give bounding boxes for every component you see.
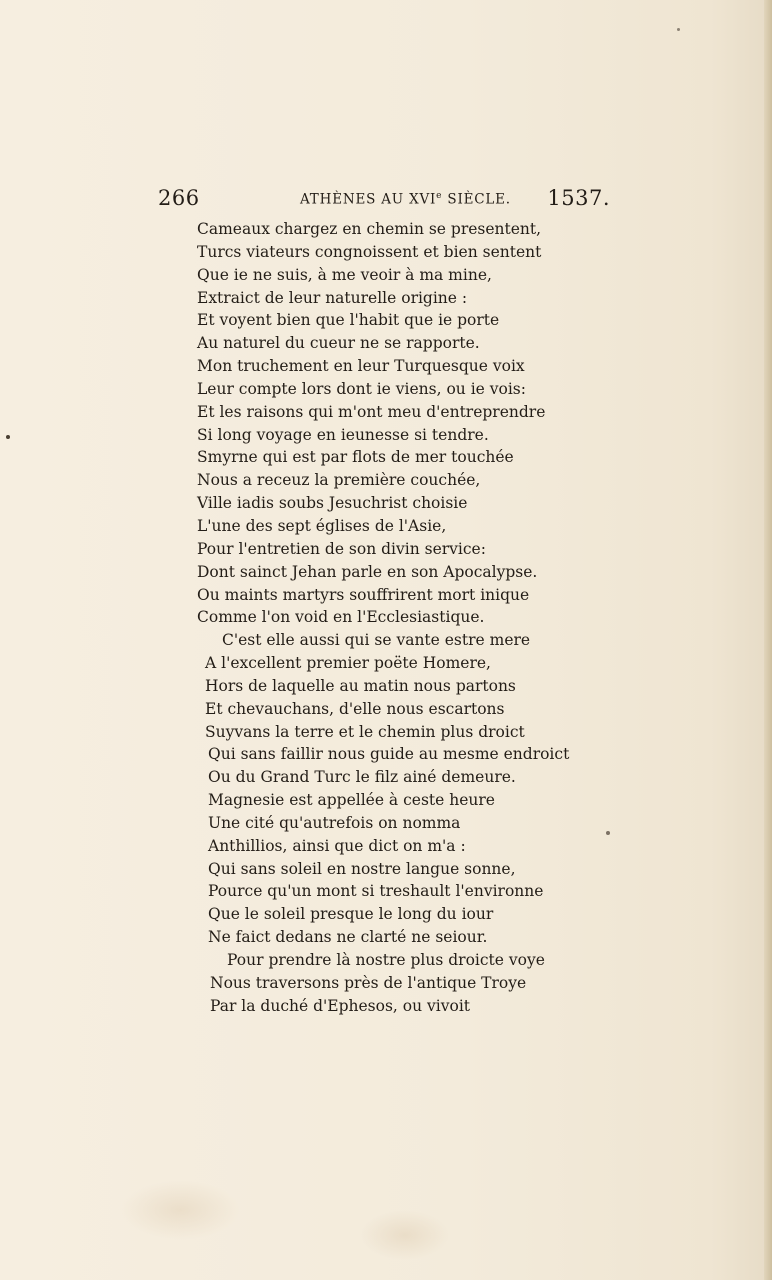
verse-line: Ou maints martyrs souffrirent mort inique [197, 585, 530, 604]
verse-line: C'est elle aussi qui se vante estre mere [222, 631, 531, 650]
verse-line: Et voyent bien que l'habit que ie porte [197, 311, 500, 330]
verse-line: Que ie ne suis, à me veoir à ma mine, [197, 265, 492, 284]
verse-line: Hors de laquelle au matin nous partons [205, 676, 516, 695]
verse-line: Suyvans la terre et le chemin plus droict [205, 722, 525, 741]
page-header [158, 186, 610, 212]
verse-line: Mon truchement en leur Turquesque voix [197, 357, 525, 376]
verse-line: Ville iadis soubs Jesuchrist choisie [197, 494, 468, 513]
verse-line: Et les raisons qui m'ont meu d'entreprendre [197, 402, 546, 421]
verse-line: Anthillios, ainsi que dict on m'a : [208, 836, 466, 855]
verse-line: Magnesie est appellée à ceste heure [208, 791, 495, 810]
verse-line: Une cité qu'autrefois on nomma [208, 813, 461, 832]
verse-line: Turcs viateurs congnoissent et bien sentent [197, 242, 542, 261]
ink-speck [6, 435, 10, 439]
running-head: ATHÈNES AU XVIe SIÈCLE. [300, 191, 511, 208]
verse-line: Dont sainct Jehan parle en son Apocalypse. [197, 562, 538, 581]
verse-line: Ne faict dedans ne clarté ne seiour. [208, 928, 488, 947]
verse-line: Cameaux chargez en chemin se presentent, [197, 220, 542, 238]
ink-speck [606, 831, 610, 835]
verse-line: L'une des sept églises de l'Asie, [197, 516, 447, 535]
verse-line: Qui sans soleil en nostre langue sonne, [208, 859, 516, 878]
verse-line: Ou du Grand Turc le filz ainé demeure. [208, 768, 516, 787]
verse-line: Smyrne qui est par flots de mer touchée [197, 448, 514, 467]
verse-line: Pour prendre là nostre plus droicte voye [227, 951, 545, 969]
year: 1537. [547, 186, 610, 210]
verse-line: Leur compte lors dont ie viens, ou ie vois: [197, 379, 526, 398]
poem-text [197, 218, 577, 1018]
verse-line: Extraict de leur naturelle origine : [197, 288, 468, 307]
verse-line: Nous a receuz la première couchée, [197, 471, 481, 490]
page-edge [764, 0, 772, 1280]
ink-speck [677, 28, 680, 31]
verse-line: Que le soleil presque le long du iour [208, 905, 494, 924]
verse-line: Nous traversons près de l'antique Troye [210, 973, 527, 992]
verse-line: Par la duché d'Ephesos, ou vivoit [210, 996, 471, 1015]
verse-line: Pour l'entretien de son divin service: [197, 539, 486, 558]
verse-line: Comme l'on void en l'Ecclesiastique. [197, 608, 485, 627]
verse-line: Au naturel du cueur ne se rapporte. [197, 334, 480, 353]
verse-line: A l'excellent premier poëte Homere, [205, 654, 491, 673]
verse-line: Pource qu'un mont si treshault l'environne [208, 882, 544, 901]
verse-line: Et chevauchans, d'elle nous escartons [205, 699, 505, 718]
verse-line: Qui sans faillir nous guide au mesme endroict [208, 745, 570, 764]
paper-stain [360, 1210, 450, 1260]
verse-line: Si long voyage en ieunesse si tendre. [197, 425, 489, 444]
paper-stain [120, 1180, 240, 1240]
page-number: 266 [158, 186, 200, 210]
